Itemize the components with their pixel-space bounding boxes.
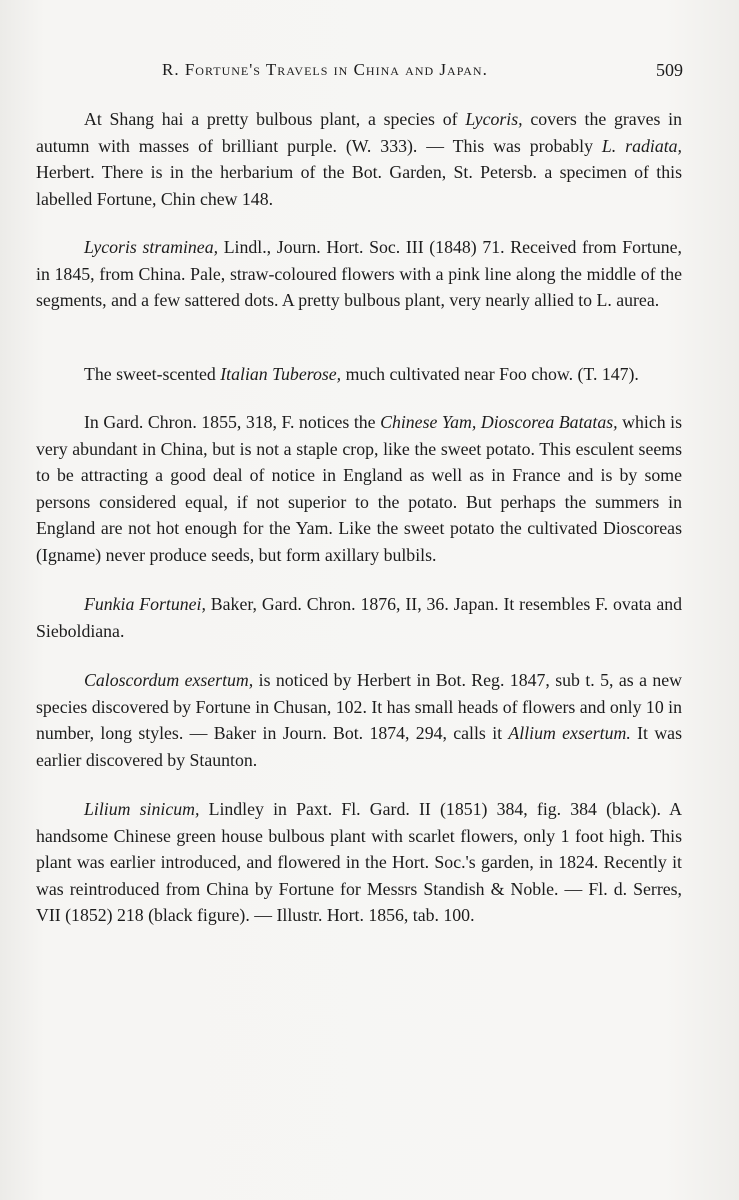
- text-run: At Shang hai a pretty bulbous plant, a species of: [84, 109, 466, 129]
- paragraph-caloscordum: [36, 667, 682, 773]
- text-run: covers the graves in autumn with masses of brilliant purple. (W. 333). — This was probably: [36, 109, 682, 156]
- paragraph-lycoris: [36, 106, 682, 212]
- species-name: Funkia Fortunei,: [84, 594, 206, 614]
- text-run: is noticed by Herbert in Bot. Reg. 1847, sub t. 5, as a new species discovered by Fortune in Chusan, 102. It has small heads of flowers and only 10 in number, long styles. — Baker in Journ. Bot. 1874, 294, calls it: [36, 670, 683, 743]
- running-head: R. Fortune's Travels in China and Japan.: [162, 60, 488, 79]
- text-run: Lindl., Journ. Hort. Soc. III (1848) 71. Received from Fortune, in 1845, from China. Pale, straw-coloured flowers with a pink line along the middle of the segments, and a few sattered dots. A pretty bulbous plant, very nearly allied to L. aurea.: [36, 237, 682, 310]
- page-header: [36, 60, 683, 88]
- text-run: It was earlier discovered by Staunton.: [36, 723, 682, 770]
- paragraph-chinese-yam: [36, 409, 682, 568]
- species-name: Lycoris straminea,: [84, 237, 219, 257]
- species-name: Lilium sinicum,: [84, 799, 200, 819]
- text-run: which is very abundant in China, but is not a staple crop, like the sweet potato. This esculent seems to be attracting a good deal of notice in England as well as in France and is by some persons considered equal, if not superior to the potato. But perhaps the summers in England are not hot enough for the Yam. Like the sweet potato the cultivated Dioscoreas (Igname) never produce seeds, but form axillary bulbils.: [36, 412, 682, 565]
- page-number: 509: [656, 60, 683, 80]
- species-name: Italian Tuberose,: [220, 363, 342, 384]
- text-run: In Gard. Chron. 1855, 318, F. notices the: [84, 412, 381, 432]
- paragraph-lilium: [36, 796, 682, 929]
- paragraph-tuberose: [36, 361, 682, 388]
- text-run: Baker, Gard. Chron. 1876, II, 36. Japan. It resembles F. ovata and Sieboldiana.: [36, 594, 682, 641]
- text-run: Herbert. There is in the herbarium of the Bot. Garden, St. Petersb. a specimen of this labelled Fortune, Chin chew 148.: [36, 162, 682, 209]
- species-name: Allium exsertum.: [508, 723, 631, 743]
- text-run: Lindley in Paxt. Fl. Gard. II (1851) 384, fig. 384 (black). A handsome Chinese green house bulbous plant with scarlet flowers, only 1 foot high. This plant was earlier introduced, and flowered in the Hort. Soc.'s garden, in 1824. Recently it was reintroduced from China by Fortune for Messrs Standish & Noble. — Fl. d. Serres, VII (1852) 218 (black figure). — Illustr. Hort. 1856, tab. 100.: [36, 799, 682, 925]
- species-name: Chinese Yam, Dioscorea Batatas,: [380, 412, 618, 432]
- text-run: The sweet-scented: [84, 363, 221, 384]
- species-name: Lycoris,: [465, 109, 523, 129]
- paragraph-funkia: [36, 591, 682, 644]
- paragraph-lycoris-straminea: [36, 234, 682, 314]
- text-run: much cultivated near Foo chow. (T. 147).: [341, 363, 639, 384]
- page-body: [36, 106, 682, 929]
- species-name: L. radiata,: [601, 135, 682, 156]
- species-name: Caloscordum exsertum,: [84, 670, 254, 690]
